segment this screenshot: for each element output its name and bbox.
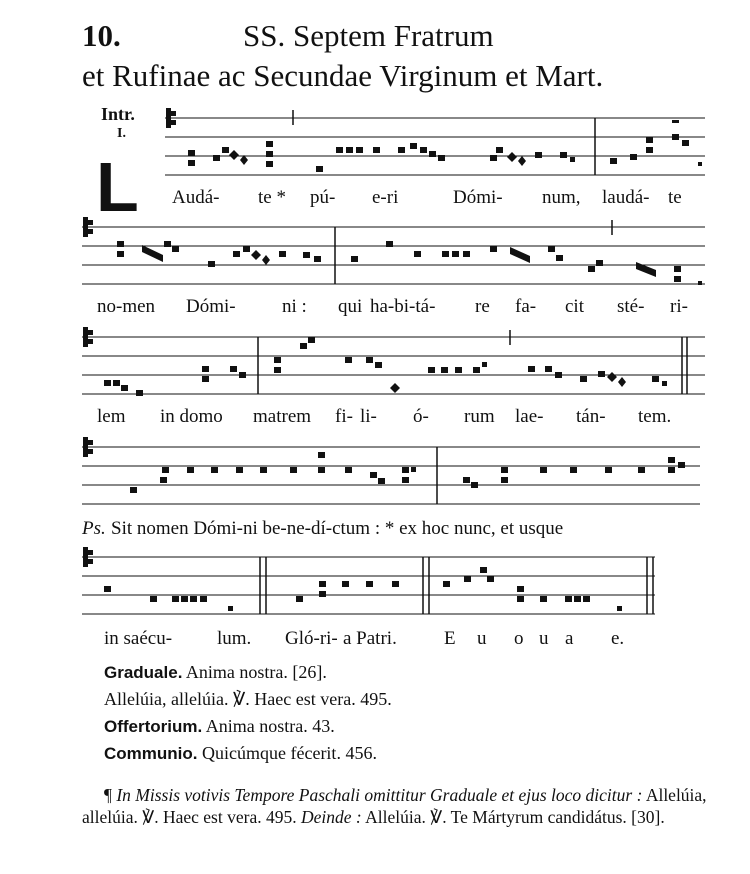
proper-label: Offertorium.: [104, 717, 203, 736]
syllable: re: [475, 296, 490, 317]
introit-mode: I.: [117, 126, 126, 141]
syllable: rum: [464, 406, 495, 427]
proper-offertorium: [104, 716, 335, 737]
syllable: num,: [542, 187, 581, 208]
psalm-label: Ps.: [82, 518, 106, 539]
rubric-italic-1: In Missis votivis Tempore Paschali omittitur Graduale et ejus loco dicitur :: [116, 785, 643, 805]
pilcrow-icon: ¶: [104, 785, 112, 805]
syllable: cit: [565, 296, 584, 317]
syllable: lem: [97, 406, 126, 427]
proper-text: Quicúmque fécerit. 456.: [197, 743, 377, 763]
syllable: tem.: [638, 406, 672, 427]
syllable: sté-: [617, 296, 645, 317]
syllable: qui: [338, 296, 363, 317]
syllable: o: [514, 628, 524, 649]
chant-number: 10.: [82, 18, 121, 53]
proper-label: Communio.: [104, 744, 198, 763]
syllable: u: [477, 628, 487, 649]
rubric-text-1: Allelúia, allelúia. ℣. Haec est vera. 495.: [82, 785, 707, 827]
proper-graduale: [104, 662, 327, 683]
syllable: Gló-ri-: [285, 628, 338, 649]
syllable: lum.: [217, 628, 252, 649]
syllable: matrem: [253, 406, 312, 427]
syllable: pú-: [310, 187, 336, 208]
syllable: no-men: [97, 296, 156, 317]
syllable: e.: [611, 628, 625, 649]
syllable: Dómi-: [186, 296, 236, 317]
proper-text: Anima nostra. 43.: [202, 716, 335, 736]
syllable: laudá-: [602, 187, 650, 208]
proper-label: Graduale.: [104, 663, 183, 682]
syllable: u: [539, 628, 549, 649]
psalm-verse-text: Sit nomen Dómi-ni be-ne-dí-ctum : * ex hoc nunc, et usque: [111, 518, 564, 539]
syllable: ha-bi-tá-: [370, 296, 436, 317]
syllable: fa-: [515, 296, 537, 317]
syllable: lae-: [515, 406, 544, 427]
syllable: in domo: [160, 406, 223, 427]
syllable: ni :: [282, 296, 307, 317]
syllable: in saécu-: [104, 628, 173, 649]
rubric-note: [82, 784, 712, 828]
lyrics-line-4: [0, 518, 750, 548]
lyrics-line-3: [0, 406, 750, 436]
proper-alleluia: [104, 689, 392, 710]
drop-cap-initial: L: [96, 148, 139, 226]
custos-marks: [698, 162, 702, 285]
syllable: E: [444, 628, 456, 649]
lyrics-line-1: [0, 187, 750, 217]
syllable: a: [565, 628, 574, 649]
rubric-italic-2: Deinde :: [300, 807, 362, 827]
chant-title-line1: SS. Septem Fratrum: [243, 18, 494, 53]
syllable: ó-: [413, 406, 429, 427]
syllable: Audá-: [172, 187, 220, 208]
syllable: a Patri.: [343, 628, 397, 649]
lyrics-line-5: [0, 628, 750, 658]
syllable: te *: [258, 187, 286, 208]
proper-communio: [104, 743, 377, 764]
syllable: e-ri: [372, 187, 399, 208]
syllable: Dómi-: [453, 187, 503, 208]
rubric-text-2: Allelúia. ℣. Te Mártyrum candidátus. [30].: [361, 807, 665, 827]
syllable: te: [668, 187, 682, 208]
introit-label: Intr.: [101, 104, 135, 124]
lyrics-line-2: [0, 296, 750, 326]
syllable: ri-: [670, 296, 688, 317]
syllable: tán-: [576, 406, 606, 427]
chant-title-line2: et Rufinae ac Secundae Virginum et Mart.: [82, 58, 604, 93]
syllable: fi-: [335, 406, 353, 427]
proper-text: Allelúia, allelúia. ℣. Haec est vera. 495.: [104, 689, 392, 709]
syllable: li-: [360, 406, 377, 427]
proper-text: Anima nostra. [26].: [182, 662, 327, 682]
